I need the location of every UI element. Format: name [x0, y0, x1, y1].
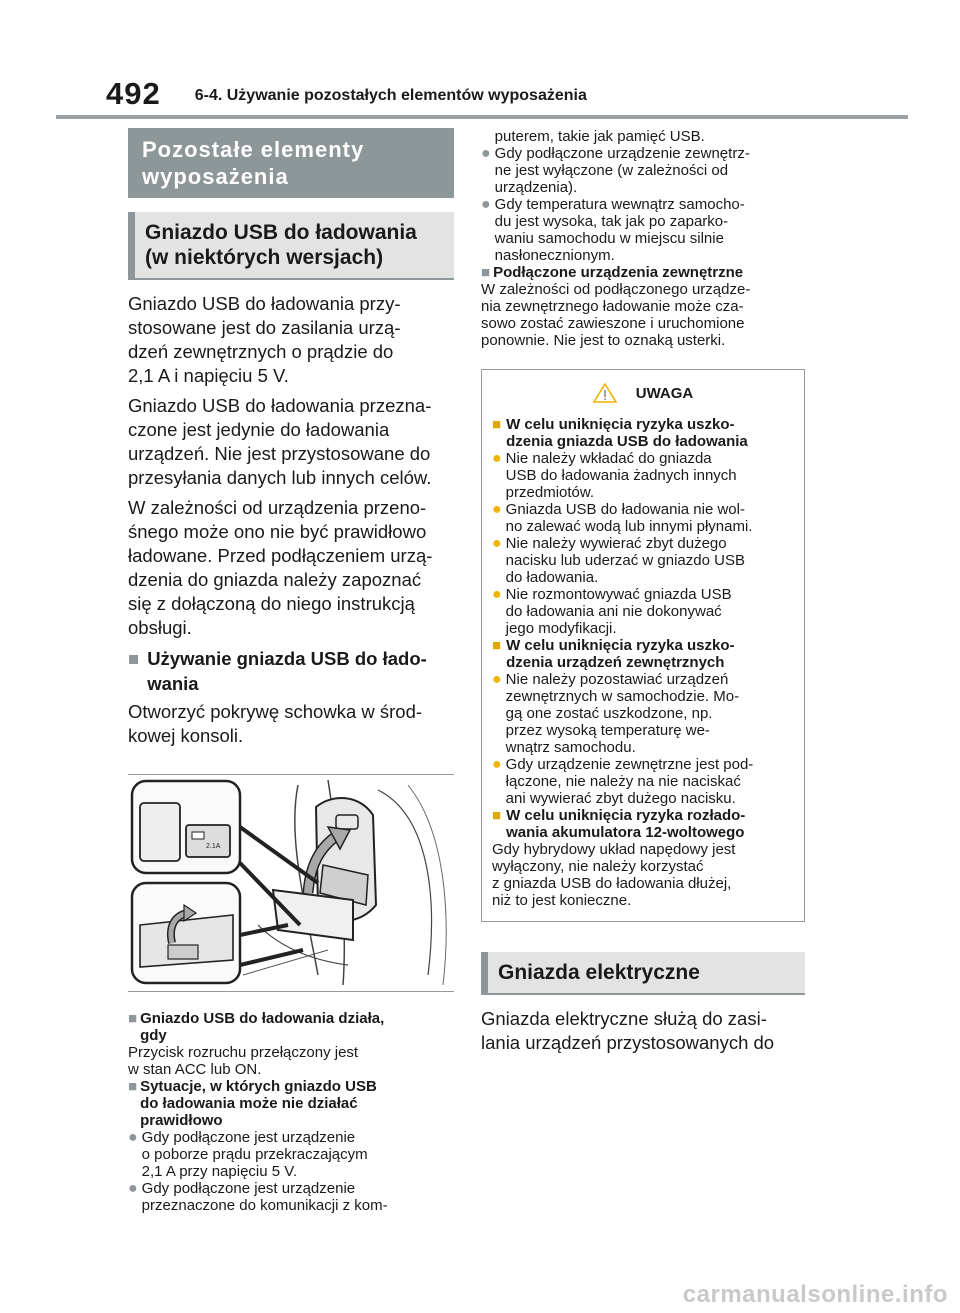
- note-heading-works-when: ■ Gniazdo USB do ładowania działa, gdy: [128, 1010, 385, 1044]
- paragraph-open-cover: Otworzyć pokrywę schowka w środ- kowej konsoli.: [128, 701, 423, 746]
- note-heading-may-not-work: ■ Sytuacje, w których gniazdo USB do ładowania może nie działać prawidłowo: [128, 1078, 377, 1129]
- circle-bullet-icon: ●: [492, 535, 502, 552]
- heading-usage: ■ Używanie gniazda USB do łado- wania: [128, 648, 427, 694]
- paragraph-intro: Gniazdo USB do ładowania przy- stosowane jest do zasilania urzą- dzeń zewnętrznych o prądzie do 2,1 A i napięciu 5 V.: [128, 293, 401, 386]
- circle-bullet-icon: ●: [481, 196, 491, 213]
- caution-text-battery: Gdy hybrydowy układ napędowy jest wyłączony, nie należy korzystać z gniazda USB do ładowania dłużej, niż to jest konieczne.: [492, 841, 736, 909]
- list-item-continued: puterem, takie jak pamięć USB.: [494, 128, 705, 145]
- note-text-charging-suspended: W zależności od podłączonego urządze- nia zewnętrznego ładowanie może cza- sowo zostać zawieszone i uruchomione ponownie. Nie jest to oznaką usterki.: [481, 281, 751, 349]
- page-header: [106, 78, 587, 109]
- square-bullet-icon: ■: [481, 264, 491, 281]
- list-item: ● Gdy podłączone urządzenie zewnętrz- ne jest wyłączone (w zależności od urządzenia).: [481, 145, 750, 196]
- sub-banner-usb: [128, 212, 454, 280]
- square-bullet-icon: ■: [128, 1078, 138, 1095]
- chapter-title: 6-4. Używanie pozostałych elementów wyposażenia: [194, 87, 587, 104]
- circle-bullet-icon: ●: [492, 450, 502, 467]
- note-text-start-button: Przycisk rozruchu przełączony jest w stan ACC lub ON.: [128, 1044, 359, 1078]
- paragraph-device: W zależności od urządzenia przeno- śnego może ono nie być prawidłowo ładowane. Przed podłączeniem urzą- dzenia do gniazda należy zapoznać się z dołączoną do niego instrukcją obsługi.: [128, 497, 433, 638]
- caution-title: [492, 382, 793, 404]
- square-bullet-icon: ■: [128, 1010, 138, 1027]
- caution-heading-device-damage: ■ W celu uniknięcia ryzyka uszko- dzenia urządzeń zewnętrznych: [492, 637, 735, 671]
- square-bullet-icon: ■: [492, 416, 502, 433]
- square-bullet-icon: ■: [492, 807, 502, 824]
- left-column: [128, 128, 454, 1214]
- sub-title-line: Gniazdo USB do ładowania: [145, 221, 417, 244]
- caution-box: [481, 369, 805, 922]
- caution-item: ● Nie należy wkładać do gniazda USB do ładowania żadnych innych przedmiotów.: [492, 450, 737, 501]
- square-bullet-icon: ■: [128, 648, 140, 669]
- warning-triangle-icon: [592, 382, 618, 404]
- paragraph-power-outlets: Gniazda elektryczne służą do zasi- lania urządzeń przystosowanych do: [481, 1008, 775, 1053]
- sub-title-line: (w niektórych wersjach): [145, 246, 384, 269]
- sub-title-line: Gniazda elektryczne: [498, 961, 700, 984]
- usb-console-drawing: [128, 775, 454, 991]
- circle-bullet-icon: ●: [481, 145, 491, 162]
- watermark: carmanualsonline.info: [682, 1281, 948, 1308]
- list-item: ● Gdy podłączone jest urządzenie przeznaczone do komunikacji z kom-: [128, 1180, 388, 1214]
- caution-item: ● Nie należy pozostawiać urządzeń zewnętrznych w samochodzie. Mo- gą one zostać uszkodzone, np. przez wysoką temperaturę we- wnątrz samochodu.: [492, 671, 740, 756]
- circle-bullet-icon: ●: [492, 586, 502, 603]
- section-banner-other-equipment: [128, 128, 454, 198]
- caution-heading-battery: ■ W celu uniknięcia ryzyka rozłado- wania akumulatora 12-woltowego: [492, 807, 746, 841]
- section-title-line: Pozostałe elementy: [142, 137, 365, 162]
- usb-label-text: 2.1A: [206, 843, 221, 850]
- caution-item: ● Gniazda USB do ładowania nie wol- no zalewać wodą lub innymi płynami.: [492, 501, 753, 535]
- list-item: ● Gdy podłączone jest urządzenie o poborze prądu przekraczającym 2,1 A przy napięciu 5 V.: [128, 1129, 368, 1180]
- list-item: ● Gdy temperatura wewnątrz samocho- du jest wysoka, tak jak po zaparko- waniu samochodu w miejscu silnie nasłonecznionym.: [481, 196, 745, 264]
- sub-banner-power-outlets: [481, 952, 805, 995]
- page-number: 492: [106, 76, 161, 111]
- square-bullet-icon: ■: [492, 637, 502, 654]
- caution-label: UWAGA: [635, 384, 694, 402]
- caution-item: ● Gdy urządzenie zewnętrzne jest pod- łączone, nie należy na nie naciskać ani wywierać zbyt dużego nacisku.: [492, 756, 754, 807]
- caution-item: ● Nie rozmontowywać gniazda USB do ładowania ani nie dokonywać jego modyfikacji.: [492, 586, 732, 637]
- header-rule: [56, 115, 908, 119]
- circle-bullet-icon: ●: [492, 501, 502, 518]
- right-column: [481, 128, 805, 1055]
- circle-bullet-icon: ●: [492, 756, 502, 773]
- console-illustration: [128, 774, 454, 992]
- section-title-line: wyposażenia: [142, 164, 289, 189]
- circle-bullet-icon: ●: [128, 1180, 138, 1197]
- caution-item: ● Nie należy wywierać zbyt dużego nacisku lub uderzać w gniazdo USB do ładowania.: [492, 535, 745, 586]
- circle-bullet-icon: ●: [492, 671, 502, 688]
- circle-bullet-icon: ●: [128, 1129, 138, 1146]
- note-heading-external-devices: ■ Podłączone urządzenia zewnętrzne: [481, 264, 744, 281]
- paragraph-purpose: Gniazdo USB do ładowania przezna- czone jest jedynie do ładowania urządzeń. Nie jest przystosowane do przesyłania danych lub innych celów.: [128, 395, 432, 488]
- caution-heading-usb-damage: ■ W celu uniknięcia ryzyka uszko- dzenia gniazda USB do ładowania: [492, 416, 748, 450]
